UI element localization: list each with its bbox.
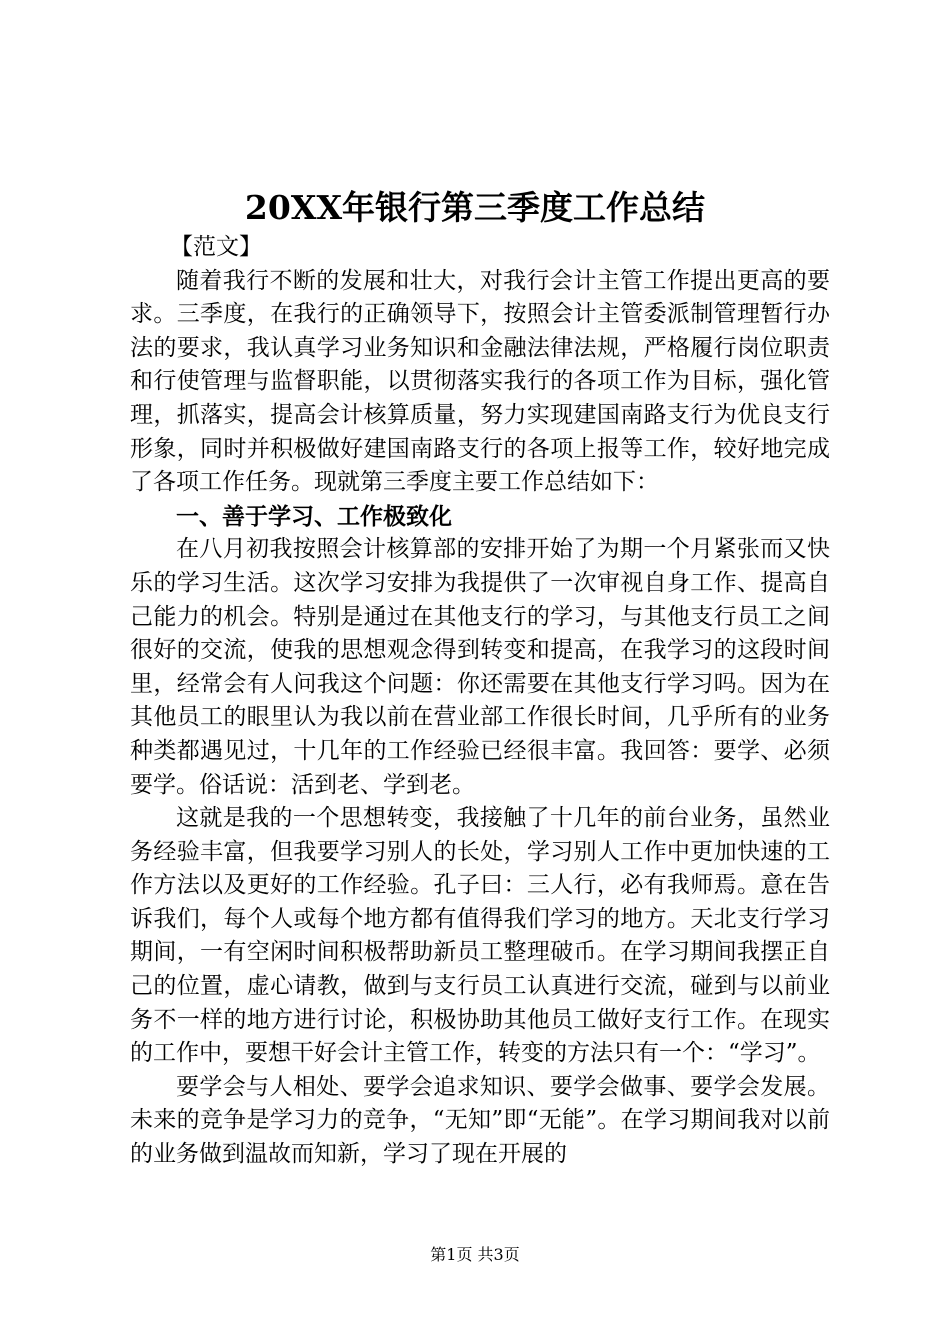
document-title: 20XX年银行第三季度工作总结	[244, 188, 706, 227]
body-paragraph: 这就是我的一个思想转变，我接触了十几年的前台业务，虽然业务经验丰富，但我要学习别人的长处，学习别人工作中更加快速的工作方法以及更好的工作经验。孔子曰：三人行，必有我师焉。意在告诉我们，每个人或每个地方都有值得我们学习的地方。天北支行学习期间，一有空闲时间积极帮助新员工整理破币。在学习期间我摆正自己的位置，虚心请教，做到与支行员工认真进行交流，碰到与以前业务不一样的地方进行讨论，积极协助其他员工做好支行工作。在现实的工作中，要想干好会计主管工作，转变的方法只有一个：“学习”。	[130, 805, 830, 1067]
body-paragraph: 在八月初我按照会计核算部的安排开始了为期一个月紧张而又快乐的学习生活。这次学习安排为我提供了一次审视自身工作、提高自己能力的机会。特别是通过在其他支行的学习，与其他支行员工之间很好的交流，使我的思想观念得到转变和提高，在我学习的这段时间里，经常会有人问我这个问题：你还需要在其他支行学习吗。因为在其他员工的眼里认为我以前在营业部工作很长时间，几乎所有的业务种类都遇见过，十几年的工作经验已经很丰富。我回答：要学、必须要学。俗话说：活到老、学到老。	[130, 536, 830, 798]
document-body	[130, 231, 830, 1172]
body-paragraph: 要学会与人相处、要学会追求知识、要学会做事、要学会发展。未来的竞争是学习力的竞争，“无知”即“无能”。在学习期间我对以前的业务做到温故而知新，学习了现在开展的	[130, 1073, 830, 1168]
page-footer: 第1页 共3页	[430, 1245, 520, 1264]
sample-label: 【范文】	[170, 234, 262, 260]
intro-paragraph: 随着我行不断的发展和壮大，对我行会计主管工作提出更高的要求。三季度，在我行的正确领导下，按照会计主管委派制管理暂行办法的要求，我认真学习业务知识和金融法律法规，严格履行岗位职责和行使管理与监督职能，以贯彻落实我行的各项工作为目标，强化管理，抓落实，提高会计核算质量，努力实现建国南路支行为优良支行形象，同时并积极做好建国南路支行的各项上报等工作，较好地完成了各项工作任务。现就第三季度主要工作总结如下：	[130, 267, 830, 496]
section-heading: 一、善于学习、工作极致化	[176, 502, 452, 530]
